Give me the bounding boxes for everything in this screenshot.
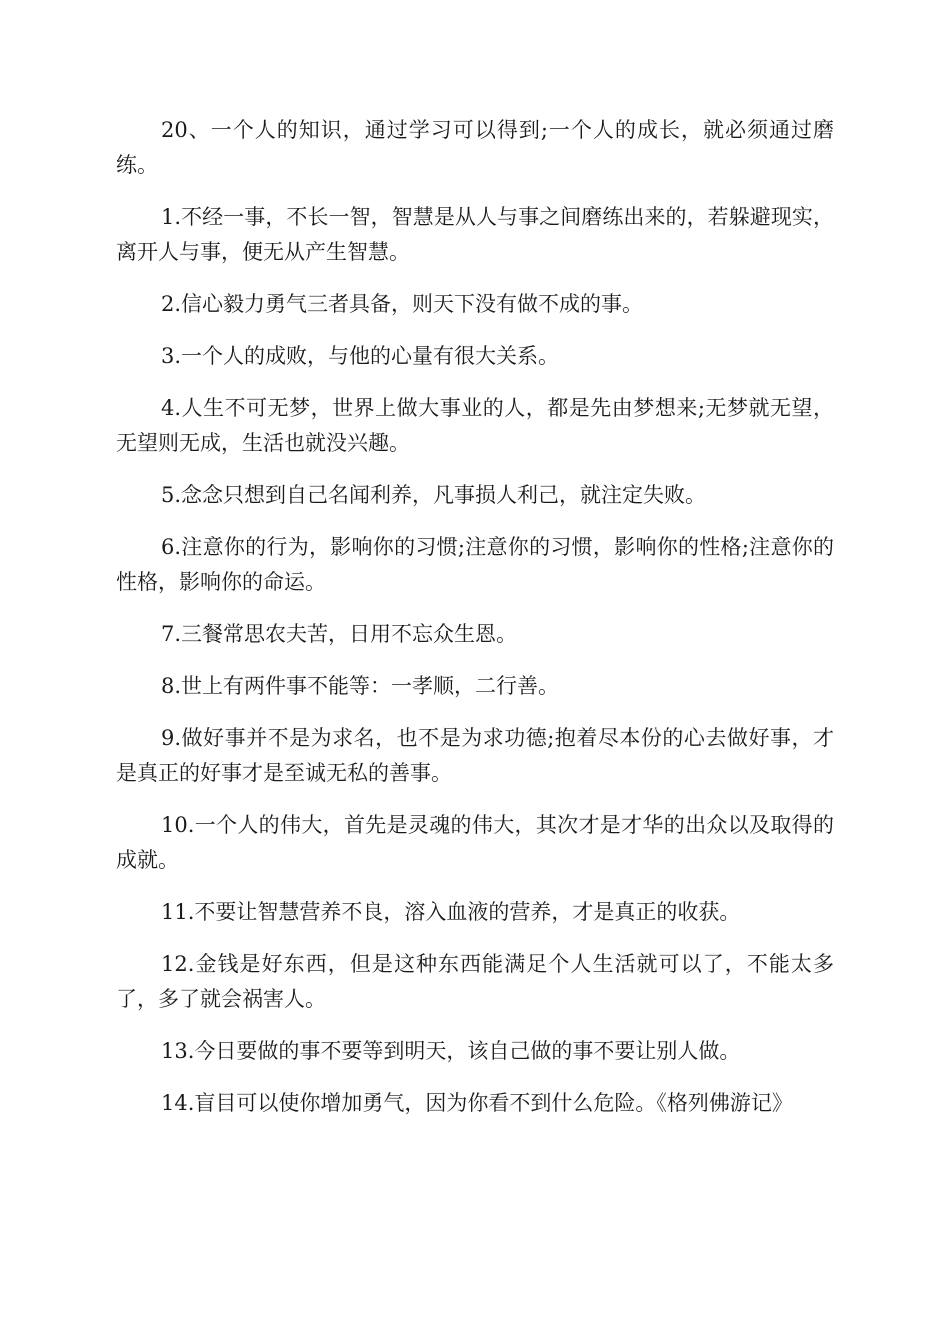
- paragraph-4: 4.人生不可无梦，世界上做大事业的人，都是先由梦想来;无梦就无望，无望则无成，生活也就没兴趣。: [116, 396, 834, 455]
- paragraph-2: 2.信心毅力勇气三者具备，则天下没有做不成的事。: [161, 292, 644, 316]
- paragraph-7: 7.三餐常思农夫苦，日用不忘众生恩。: [161, 622, 518, 646]
- paragraph-9: 9.做好事并不是为求名，也不是为求功德;抱着尽本份的心去做好事，才是真正的好事才是至诚无私的善事。: [116, 726, 834, 785]
- paragraph-intro: 20、一个人的知识，通过学习可以得到;一个人的成长，就必须通过磨练。: [116, 118, 834, 177]
- paragraph-3: 3.一个人的成败，与他的心量有很大关系。: [161, 344, 560, 368]
- paragraph-6: 6.注意你的行为，影响你的习惯;注意你的习惯，影响你的性格;注意你的性格，影响你的命运。: [116, 535, 834, 594]
- paragraph-11: 11.不要让智慧营养不良，溶入血液的营养，才是真正的收获。: [161, 900, 741, 924]
- paragraph-12: 12.金钱是好东西，但是这种东西能满足个人生活就可以了，不能太多了，多了就会祸害人。: [116, 952, 834, 1011]
- paragraph-5: 5.念念只想到自己名闻利养，凡事损人利己，就注定失败。: [161, 483, 707, 507]
- paragraph-14: 14.盲目可以使你增加勇气，因为你看不到什么危险。《格列佛游记》: [161, 1091, 793, 1115]
- paragraph-8: 8.世上有两件事不能等：一孝顺，二行善。: [161, 674, 560, 698]
- paragraph-1: 1.不经一事，不长一智，智慧是从人与事之间磨练出来的，若躲避现实，离开人与事，便无从产生智慧。: [116, 205, 834, 264]
- paragraph-13: 13.今日要做的事不要等到明天，该自己做的事不要让别人做。: [161, 1039, 741, 1063]
- document-page: [116, 113, 834, 1138]
- paragraph-10: 10.一个人的伟大，首先是灵魂的伟大，其次才是才华的出众以及取得的成就。: [116, 813, 834, 872]
